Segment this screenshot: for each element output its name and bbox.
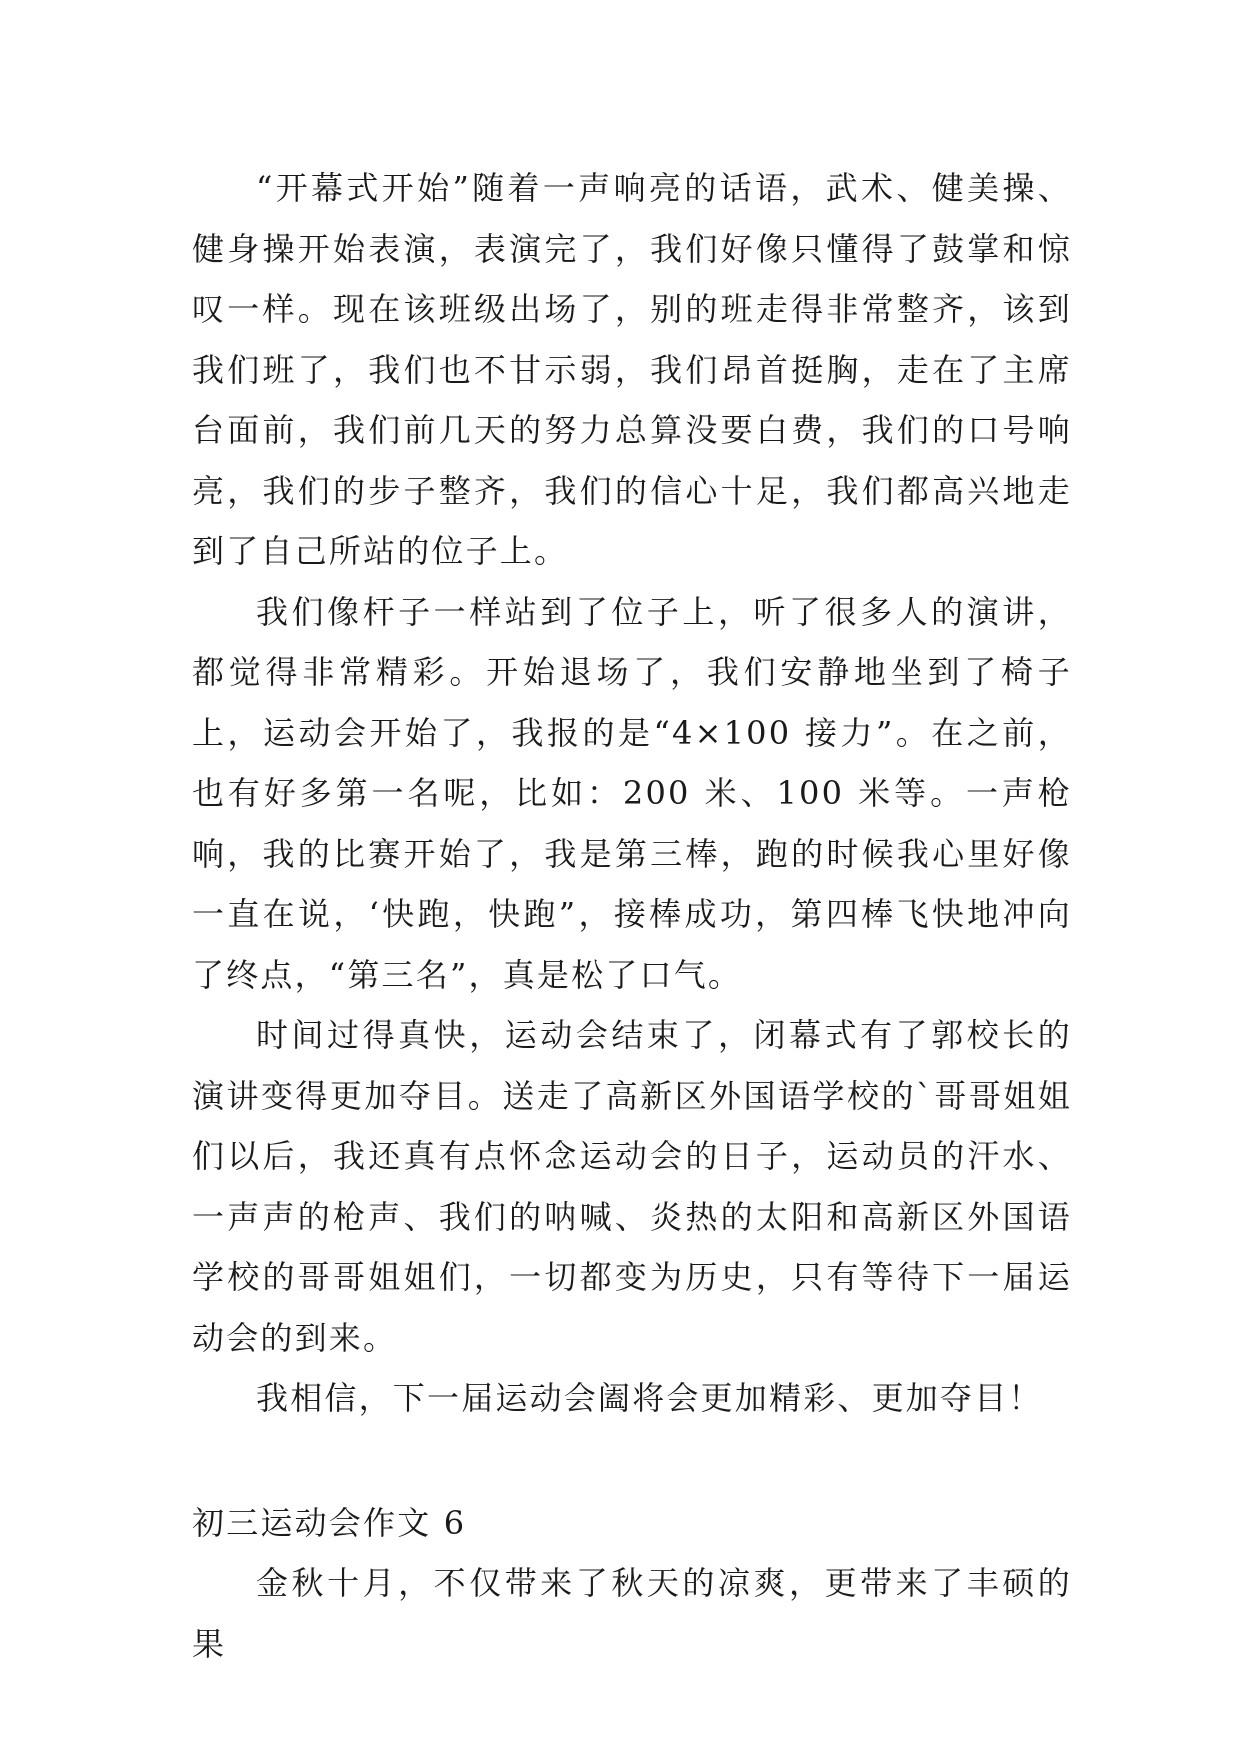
essay-heading: 初三运动会作文 6 [192, 1503, 467, 1542]
paragraph-closing-ceremony: 时间过得真快，运动会结束了，闭幕式有了郭校长的演讲变得更加夺目。送走了高新区外国语学校的`哥哥姐姐们以后，我还真有点怀念运动会的日子，运动员的汗水、一声声的枪声、我们的呐喊、炎热的太阳和高新区外国语学校的哥哥姐姐们，一切都变为历史，只有等待下一届运动会的到来。 [192, 1016, 1072, 1357]
paragraph-next-essay-start: 金秋十月，不仅带来了秋天的凉爽，更带来了丰硕的果 [192, 1564, 1072, 1663]
paragraph-opening-ceremony: “开幕式开始”随着一声响亮的话语，武术、健美操、健身操开始表演，表演完了，我们好像只懂得了鼓掌和惊叹一样。现在该班级出场了，别的班走得非常整齐，该到我们班了，我们也不甘示弱，我们昂首挺胸，走在了主席台面前，我们前几天的努力总算没要白费，我们的口号响亮，我们的步子整齐，我们的信心十足，我们都高兴地走到了自己所站的位子上。 [192, 169, 1072, 570]
paragraph-conclusion: 我相信，下一届运动会阖将会更加精彩、更加夺目！ [256, 1379, 1043, 1417]
document-body [192, 158, 1072, 1674]
paragraph-relay-race: 我们像杆子一样站到了位子上，听了很多人的演讲，都觉得非常精彩。开始退场了，我们安静地坐到了椅子上，运动会开始了，我报的是“4×100 接力”。在之前，也有好多第一名呢，比如：200 米、100 米等。一声枪响，我的比赛开始了，我是第三棒，跑的时候我心里好像一直在说，‘快跑，快跑”，接棒成功，第四棒飞快地冲向了终点，“第三名”，真是松了口气。 [192, 592, 1072, 994]
